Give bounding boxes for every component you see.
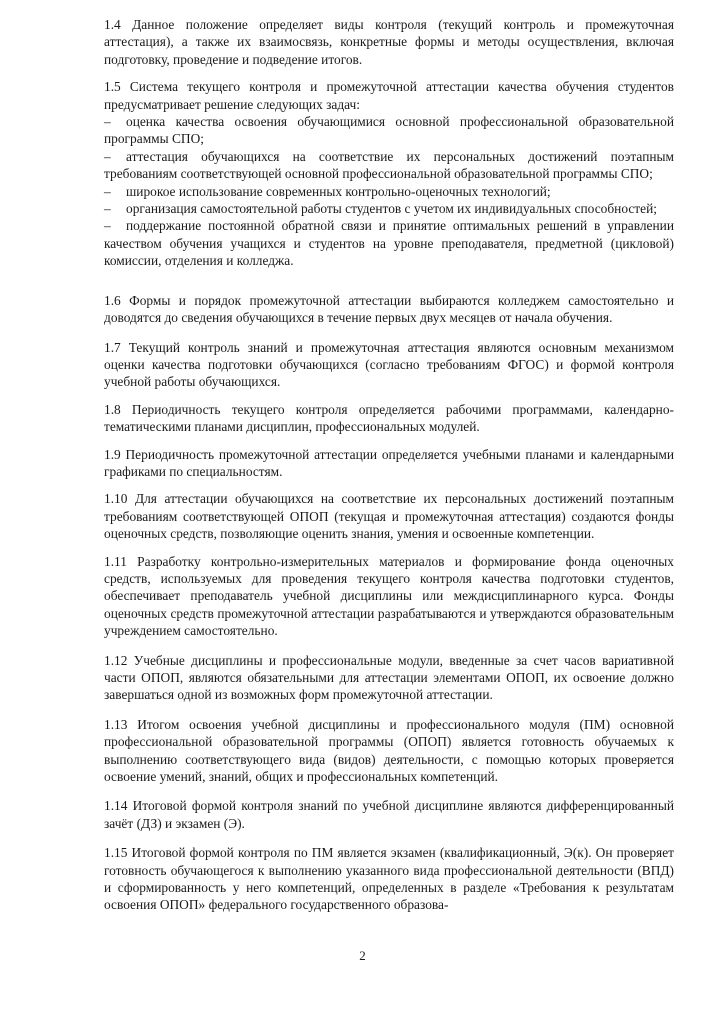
paragraph-1-11: 1.11 Разработку контрольно-измерительных материалов и формирование фонда оценочных средств, используемых для проведения текущего контроля качества подготовки студентов, обеспечивает преподаватель учебной дисциплины или междисциплинарного курса. Фонды оценочных средств промежуточной аттестации разрабатываются и утверждаются образовательным учреждением самостоятельно. [104,553,674,639]
list-dash: – [104,183,111,199]
paragraph-1-5: 1.5 Система текущего контроля и промежуточной аттестации качества обучения студентов предусматривает решение следующих задач: [104,79,674,112]
document-page [104,16,674,914]
list-item-text: аттестация обучающихся на соответствие их персональных достижений поэтапным требованиям соответствующей основной профессиональной образовательной программы СПО; [104,148,674,182]
list-item-text: оценка качества освоения обучающимися основной профессиональной образовательной программы СПО; [104,114,674,147]
task-list [104,113,674,270]
list-dash: – [104,201,111,217]
list-item-text: поддержание постоянной обратной связи и принятие оптимальных решений в управлении качеством обучения учащихся и студентов на уровне преподавателя, предметной (цикловой) комиссии, отделения и колледжа. [104,218,674,269]
paragraph-1-9: 1.9 Периодичность промежуточной аттестации определяется учебными планами и календарными графиками по специальностям. [104,446,674,479]
paragraph-1-12: 1.12 Учебные дисциплины и профессиональные модули, введенные за счет часов вариативной части ОПОП, являются обязательными для аттестации элементами ОПОП, их освоение должно завершаться одной из возможных форм промежуточной аттестации. [104,652,674,703]
list-item-text: организация самостоятельной работы студентов с учетом их индивидуальных способностей; [126,201,657,217]
page-number: 2 [359,948,366,963]
paragraph-1-6: 1.6 Формы и порядок промежуточной аттестации выбираются колледжем самостоятельно и доводятся до сведения обучающихся в течение первых двух месяцев от начала обучения. [104,292,674,326]
paragraph-1-15: 1.15 Итоговой формой контроля по ПМ является экзамен (квалификационный, Э(к). Он проверяет готовность обучающегося к выполнению указанного вида профессиональной деятельности (ВПД) и сформированность у него компетенций, определенных в разделе «Требования к результатам освоения ОПОП» федерального государственного образова- [104,845,674,913]
paragraph-1-7: 1.7 Текущий контроль знаний и промежуточная аттестация являются основным механизмом оценки качества подготовки обучающихся (согласно требованиям ФГОС) и формой контроля учебной работы обучающихся. [104,339,674,390]
list-item [104,113,674,148]
list-dash: – [104,148,111,164]
paragraph-1-14: 1.14 Итоговой формой контроля знаний по учебной дисциплине являются дифференцированный зачёт (ДЗ) и экзамен (Э). [104,798,674,831]
paragraph-1-8: 1.8 Периодичность текущего контроля определяется рабочими программами, календарно-тематическими планами дисциплин, профессиональных модулей. [104,401,674,435]
paragraph-1-4: 1.4 Данное положение определяет виды контроля (текущий контроль и промежуточная аттестация), а также их взаимосвязь, конкретные формы и методы осуществления, включая подготовку, проведение и подведение итогов. [104,17,674,67]
paragraph-1-13: 1.13 Итогом освоения учебной дисциплины и профессионального модуля (ПМ) основной профессиональной образовательной программы (ОПОП) является готовность обучаемых к выполнению соответствующего вида (видов) деятельности, с помощью которых проверяется освоение умений, знаний, общих и профессиональных компетенций. [104,716,674,785]
list-item [104,217,674,269]
list-item [104,148,674,183]
list-item-text: широкое использование современных контрольно-оценочных технологий; [126,183,551,199]
list-item [104,183,674,200]
paragraph-1-10: 1.10 Для аттестации обучающихся на соответствие их персональных достижений поэтапным требованиям соответствующей ОПОП (текущая и промежуточная аттестация) создаются фонды оценочных средств, позволяющие оценить знания, умения и освоенные компетенции. [104,491,674,542]
list-dash: – [104,114,111,130]
list-dash: – [104,218,111,234]
list-item [104,200,674,217]
